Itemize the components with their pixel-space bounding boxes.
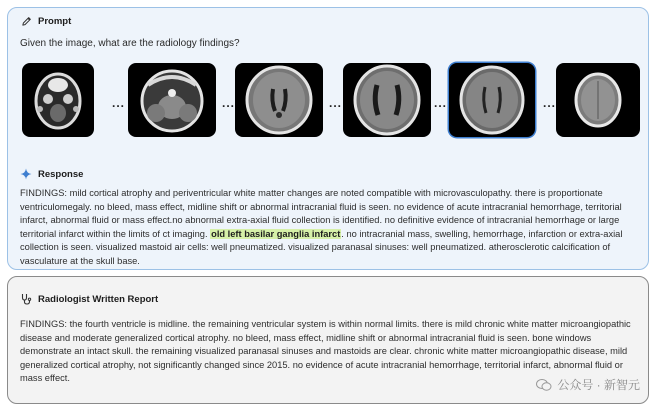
ct-scan-strip: [22, 63, 642, 137]
highlighted-finding: old left basilar ganglia infarct: [211, 228, 341, 239]
ellipsis: ...: [434, 96, 448, 110]
response-text-before: FINDINGS: mild cortical atrophy and periventricular white matter changes are noted compatible with microvasculopathy. there is proportionate ventriculomegaly. no bleed, mass effect, midline shift or abnormal intracranial fluid is seen. no evidence of acute intracranial hemorrhage, territorial infarct, abnormal fluid or mass effect.no abnormal extra-axial fluid collection is identified. no definitive evidence of intracranial hemorrhage or large territorial infarct within the limits of ct imaging.: [20, 188, 622, 239]
report-title: Radiologist Written Report: [38, 293, 159, 305]
watermark: [536, 376, 640, 393]
ct-scan-skull-base[interactable]: [22, 63, 94, 137]
response-text-after: . no intracranial mass, swelling, hemorrhage, infarction or extra-axial collection is seen. visualized mastoid air cells: well pneumatized. visualized paranasal sinuses: well pneumatized. atherosclerotic calcification of vasculature at the skull base.: [20, 228, 623, 266]
response-header: [20, 168, 83, 180]
response-text: [20, 187, 646, 269]
response-title: Response: [38, 168, 84, 180]
pencil-icon: [20, 15, 32, 27]
prompt-question: Given the image, what are the radiology findings?: [20, 38, 240, 49]
ct-scan-ventricles[interactable]: [235, 63, 323, 137]
report-text: FINDINGS: the fourth ventricle is midline. the remaining ventricular system is within normal limits. there is mild chronic white matter microangiopathic disease and moderate generalized cortical atrophy. no bleed, mass effect, midline shift or abnormal intracranial fluid is seen. bone windows demonstrate an intact skull. the remaining visualized paranasal sinuses and mastoids are clear. chronic white matter microangiopathic disease, mild generalized cortical atrophy, not significantly changed since 2015. no evidence of acute intracranial hemorrhage, territorial infarct, abnormal fluid or mass effect.: [20, 319, 631, 384]
ellipsis: ...: [112, 96, 126, 110]
sparkle-icon: [20, 168, 32, 180]
ellipsis: ...: [329, 96, 343, 110]
prompt-header: [20, 15, 71, 27]
ct-scan-lateral-ventricles[interactable]: [343, 63, 431, 137]
ct-scan-vertex[interactable]: [556, 63, 640, 137]
ellipsis: ...: [543, 96, 557, 110]
ct-scan-posterior-fossa[interactable]: [128, 63, 216, 137]
ct-scan-mid-brain[interactable]: [449, 63, 535, 137]
ellipsis: ...: [222, 96, 236, 110]
prompt-title: Prompt: [38, 15, 72, 27]
stethoscope-icon: [20, 293, 32, 305]
watermark-text: 公众号 · 新智元: [557, 378, 640, 392]
wechat-icon: [536, 378, 552, 392]
report-header: [20, 293, 158, 305]
